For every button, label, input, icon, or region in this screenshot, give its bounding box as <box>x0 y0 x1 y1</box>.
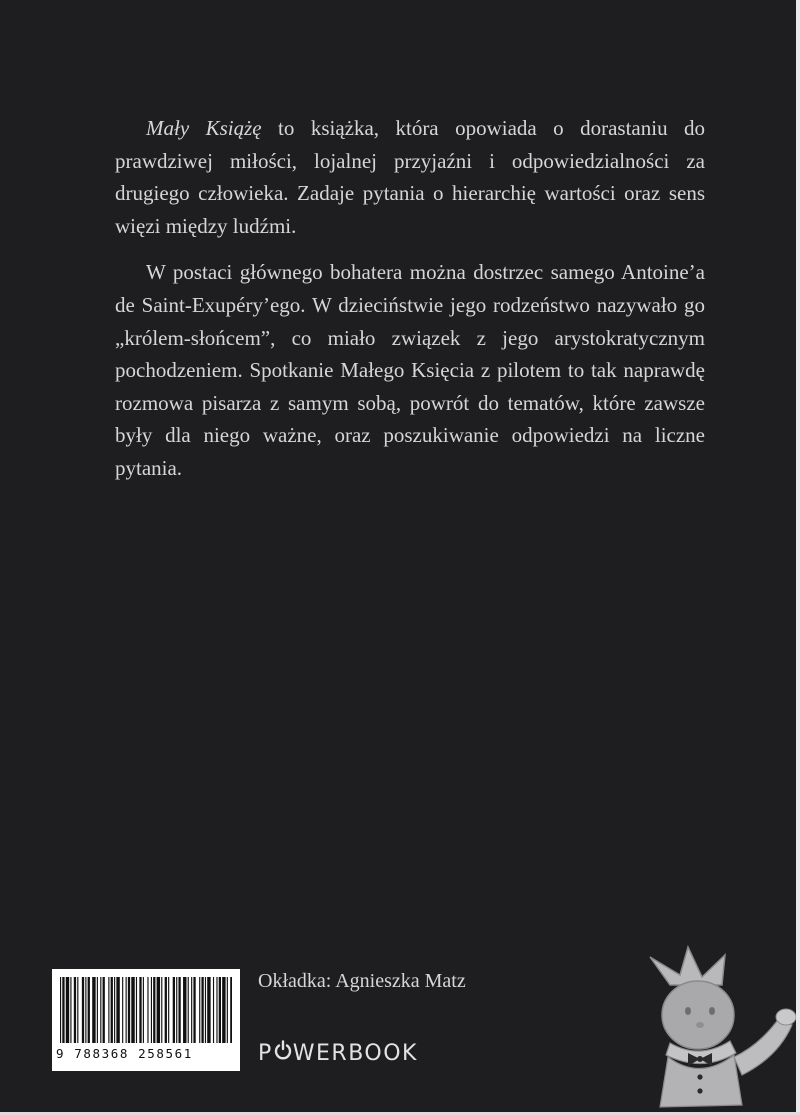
barcode-bar <box>62 977 64 1043</box>
barcode-bars <box>60 977 232 1043</box>
barcode-bar <box>191 977 192 1043</box>
barcode-bar <box>114 977 115 1043</box>
barcode-bar <box>70 977 71 1043</box>
barcode-bar <box>193 977 195 1043</box>
barcode-bar <box>111 977 113 1043</box>
barcode-bar <box>205 977 206 1043</box>
blurb-paragraph-1-text: to książka, która opowiada o dorastaniu do prawdziwej miłości, lojalnej przyjaźni i odpowiedzialności za drugiego człowieka. Zadaje pytania o hierarchię wartości oraz sens więzi między ludźmi. <box>115 116 706 238</box>
barcode-bar <box>128 977 130 1043</box>
barcode-bar <box>147 977 148 1043</box>
isbn-number: 9 788368 258561 <box>56 1046 193 1061</box>
barcode-bar <box>153 977 155 1043</box>
blurb-text <box>115 112 705 485</box>
barcode-bar <box>216 977 217 1043</box>
publisher-logo <box>258 1040 418 1066</box>
barcode-bar <box>219 977 221 1043</box>
barcode-bar <box>178 977 180 1043</box>
barcode-bar <box>60 977 61 1043</box>
barcode-bar <box>136 977 137 1043</box>
barcode-bar <box>165 977 167 1043</box>
barcode-bar <box>230 977 232 1043</box>
barcode-bar <box>201 977 203 1043</box>
barcode-bar <box>151 977 152 1043</box>
barcode-bar <box>82 977 84 1043</box>
barcode-bar <box>88 977 90 1043</box>
book-title: Mały Książę <box>146 116 262 140</box>
barcode-bar <box>183 977 186 1043</box>
barcode-bar <box>66 977 69 1043</box>
barcode-bar <box>227 977 228 1043</box>
barcode-bar <box>139 977 141 1043</box>
barcode-bar <box>103 977 105 1043</box>
barcode-bar <box>77 977 78 1043</box>
barcode-bar <box>173 977 175 1043</box>
cover-credit: Okładka: Agnieszka Matz <box>258 970 466 992</box>
barcode-bar <box>176 977 177 1043</box>
barcode-bar <box>168 977 169 1043</box>
power-symbol-icon <box>274 1040 292 1066</box>
barcode-bar <box>92 977 95 1043</box>
isbn-barcode <box>52 969 240 1071</box>
blurb-paragraph-1 <box>115 112 705 242</box>
barcode-bar <box>131 977 134 1043</box>
barcode-bar <box>161 977 162 1043</box>
barcode-bar <box>213 977 214 1043</box>
barcode-bar <box>188 977 189 1043</box>
barcode-bar <box>207 977 210 1043</box>
barcode-bar <box>100 977 101 1043</box>
barcode-bar <box>116 977 119 1043</box>
barcode-bar <box>199 977 200 1043</box>
blurb-paragraph-2: W postaci głównego bohatera można dostrzec samego Antoine’a de Saint-Exupéry’ego. W dzieciństwie jego rodzeństwo nazywało go „królem-słońcem”, co miało związek z jego arystokratycznym pochodzeniem. Spotkanie Małego Księcia z pilotem to tak naprawdę rozmowa pisarza z samym sobą, powrót do tematów, które zawsze były dla niego ważne, oraz poszukiwanie odpowiedzi na liczne pytania. <box>115 260 705 480</box>
barcode-bar <box>122 977 123 1043</box>
barcode-bar <box>157 977 160 1043</box>
page-edge-right <box>796 0 800 1115</box>
publisher-logo-suffix: WERBOOK <box>292 1040 418 1066</box>
barcode-bar <box>74 977 76 1043</box>
barcode-bar <box>143 977 144 1043</box>
barcode-bar <box>126 977 127 1043</box>
publisher-logo-prefix: P <box>258 1040 273 1066</box>
barcode-bar <box>222 977 225 1043</box>
barcode-bar <box>108 977 109 1043</box>
barcode-bar <box>85 977 86 1043</box>
barcode-bar <box>97 977 98 1043</box>
little-prince-illustration <box>630 945 796 1112</box>
